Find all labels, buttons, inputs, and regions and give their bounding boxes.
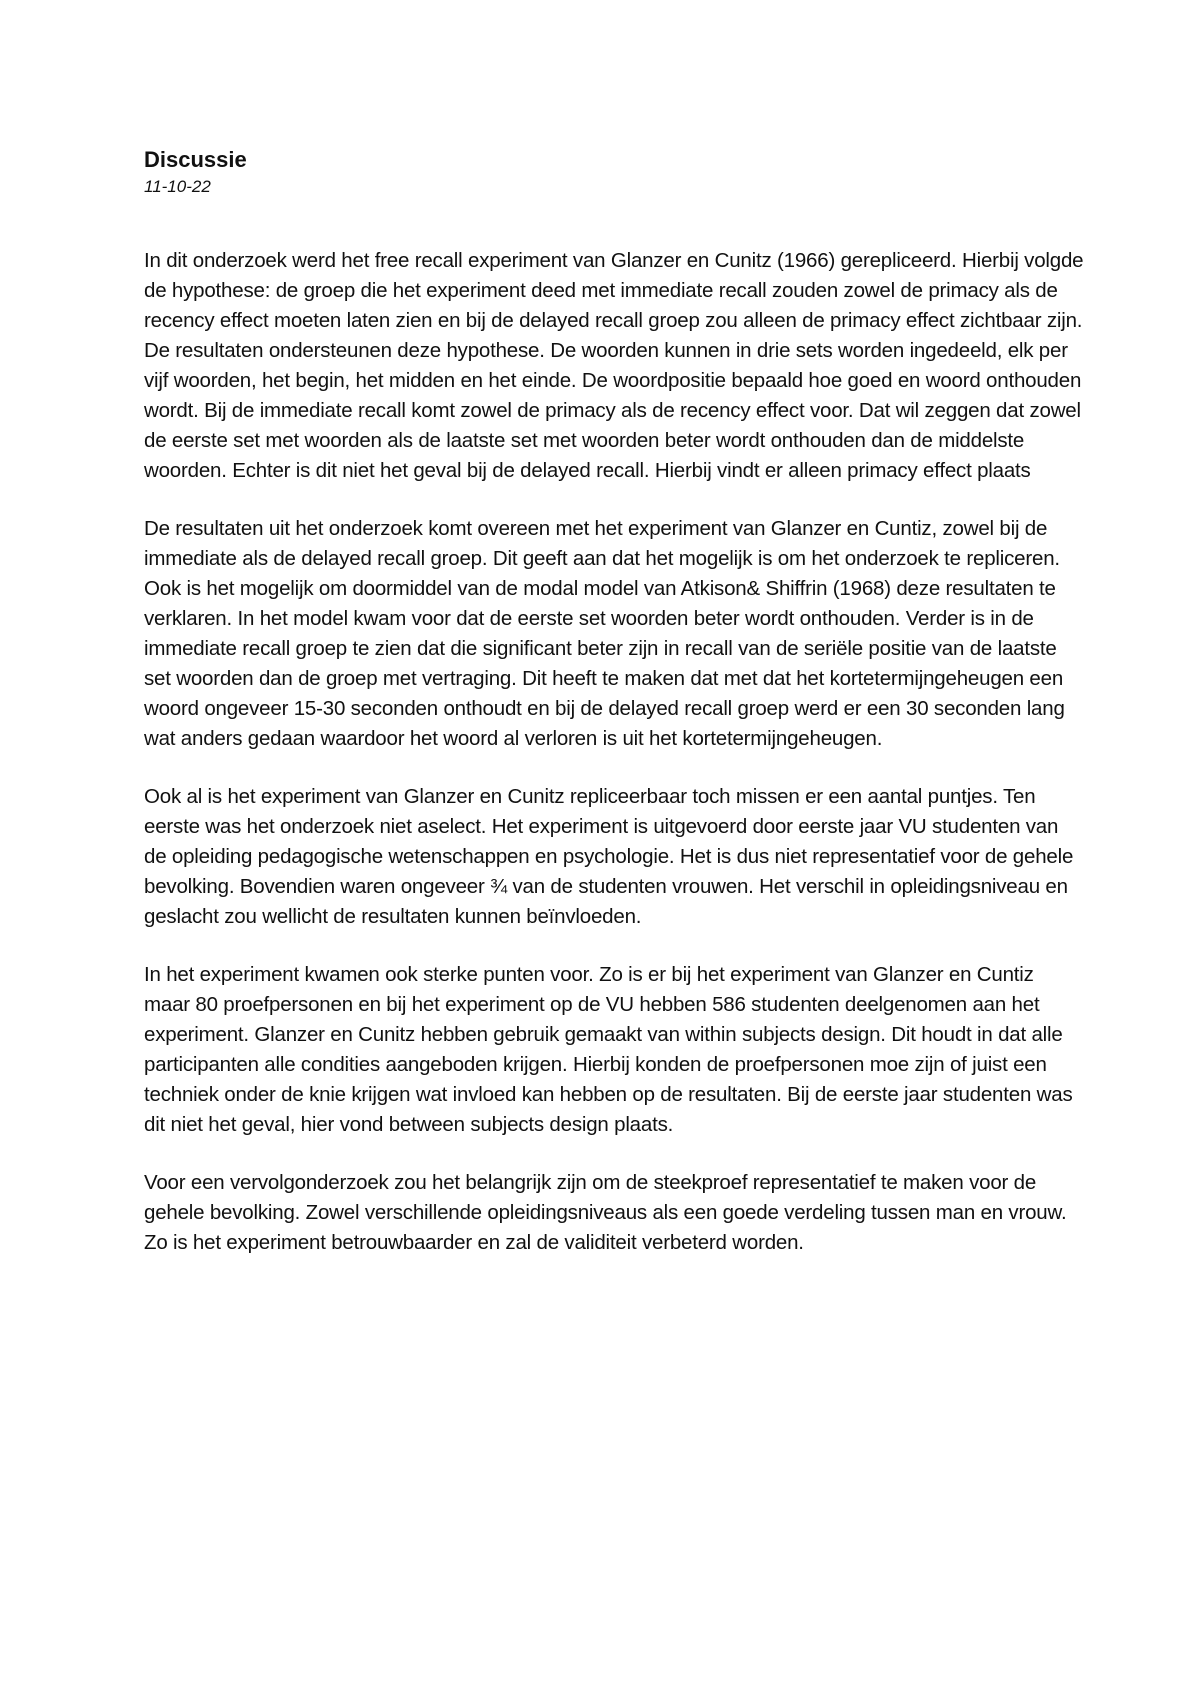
paragraph-strengths: In het experiment kwamen ook sterke punten voor. Zo is er bij het experiment van Glanzer en Cuntiz maar 80 proefpersonen en bij het experiment op de VU hebben 586 studenten deelgenomen aan het experiment. Glanzer en Cunitz hebben gebruik gemaakt van within subjects design. Dit houdt in dat alle participanten alle condities aangeboden krijgen. Hierbij konden de proefpersonen moe zijn of juist een techniek onder de knie krijgen wat invloed kan hebben op de resultaten. Bij de eerste jaar studenten was dit niet het geval, hier vond between subjects design plaats.	[144, 963, 1073, 1136]
paragraph-comparison: De resultaten uit het onderzoek komt overeen met het experiment van Glanzer en Cuntiz, zowel bij de immediate als de delayed recall groep. Dit geeft aan dat het mogelijk is om het onderzoek te repliceren. Ook is het mogelijk om doormiddel van de modal model van Atkison& Shiffrin (1968) deze resultaten te verklaren. In het model kwam voor dat de eerste set woorden beter wordt onthouden. Verder is in de immediate recall groep te zien dat die significant beter zijn in recall van de seriële positie van de laatste set woorden dan de groep met vertraging. Dit heeft te maken dat met dat het kortetermijngeheugen een woord ongeveer 15-30 seconden onthoudt en bij de delayed recall groep werd er een 30 seconden lang wat anders gedaan waardoor het woord al verloren is uit het kortetermijngeheugen.	[144, 517, 1065, 750]
paragraph-future-research: Voor een vervolgonderzoek zou het belangrijk zijn om de steekproef representatief te maken voor de gehele bevolking. Zowel verschillende opleidingsniveaus als een goede verdeling tussen man en vrouw. Zo is het experiment betrouwbaarder en zal de validiteit verbeterd worden.	[144, 1171, 1067, 1254]
document-title: Discussie	[144, 147, 247, 172]
document-date: 11-10-22	[144, 177, 211, 196]
paragraph-introduction: In dit onderzoek werd het free recall experiment van Glanzer en Cunitz (1966) gerepliceerd. Hierbij volgde de hypothese: de groep die het experiment deed met immediate recall zouden zowel de primacy als de recency effect moeten laten zien en bij de delayed recall groep zou alleen de primacy effect zichtbaar zijn. De resultaten ondersteunen deze hypothese. De woorden kunnen in drie sets worden ingedeeld, elk per vijf woorden, het begin, het midden en het einde. De woordpositie bepaald hoe goed en woord onthouden wordt. Bij de immediate recall komt zowel de primacy als de recency effect voor. Dat wil zeggen dat zowel de eerste set met woorden als de laatste set met woorden beter wordt onthouden dan de middelste woorden. Echter is dit niet het geval bij de delayed recall. Hierbij vindt er alleen primacy effect plaats	[144, 249, 1084, 482]
paragraph-limitations: Ook al is het experiment van Glanzer en Cunitz repliceerbaar toch missen er een aantal puntjes. Ten eerste was het onderzoek niet aselect. Het experiment is uitgevoerd door eerste jaar VU studenten van de opleiding pedagogische wetenschappen en psychologie. Het is dus niet representatief voor de gehele bevolking. Bovendien waren ongeveer ¾ van de studenten vrouwen. Het verschil in opleidingsniveau en geslacht zou wellicht de resultaten kunnen beïnvloeden.	[144, 785, 1074, 928]
document-body	[144, 146, 1084, 1258]
